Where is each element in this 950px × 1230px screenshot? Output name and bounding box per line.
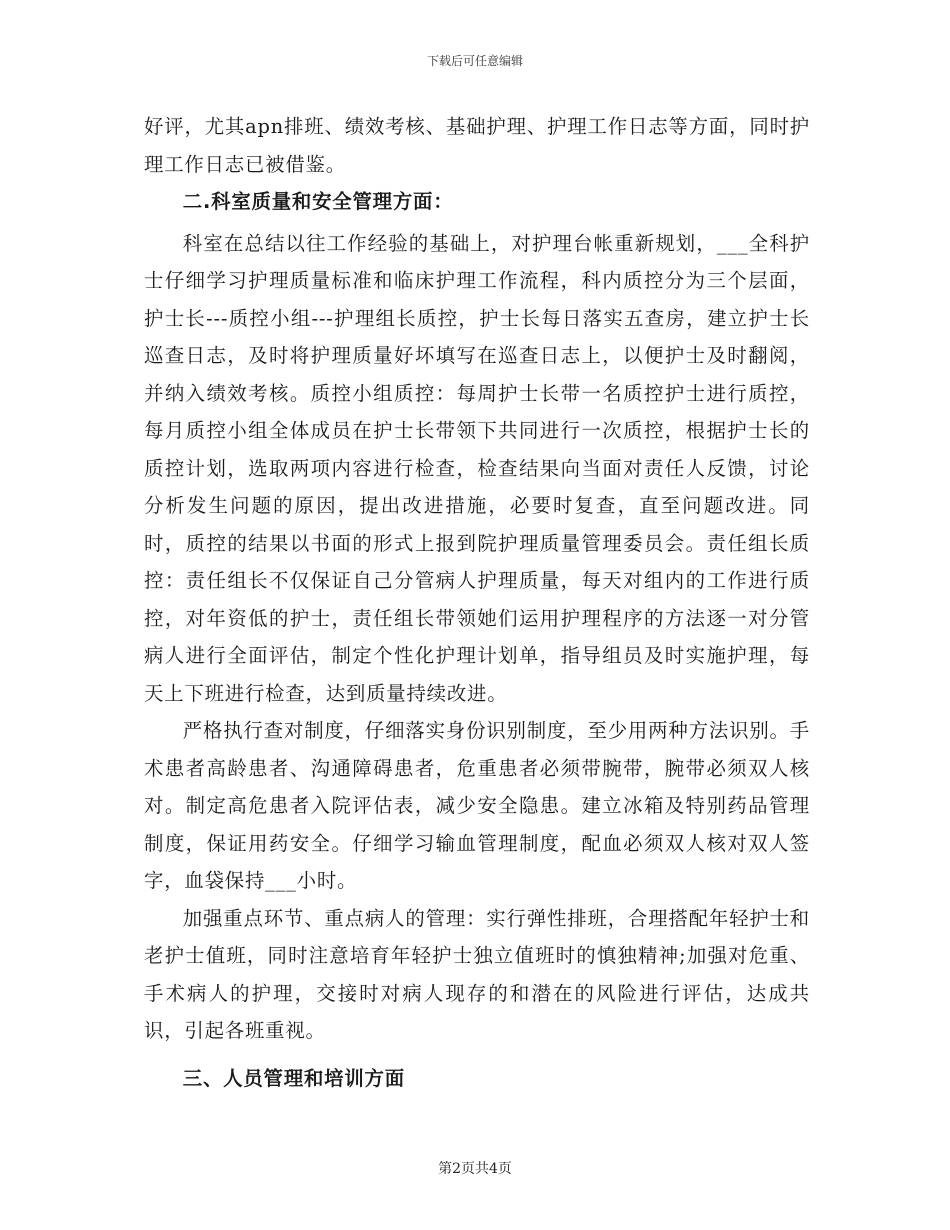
paragraph-quality-control: 科室在总结以往工作经验的基础上，对护理台帐重新规划，___全科护士仔细学习护理质量标准和临床护理工作流程，科内质控分为三个层面，护士长---质控小组---护理组长质控，护士长每日落实五查房，建立护士长巡查日志，及时将护理质量好坏填写在巡查日志上，以便护士及时翻阅，并纳入绩效考核。质控小组质控：每周护士长带一名质控护士进行质控，每月质控小组全体成员在护士长带领下共同进行一次质控，根据护士长的质控计划，选取两项内容进行检查，检查结果向当面对责任人反馈，讨论分析发生问题的原因，提出改进措施，必要时复查，直至问题改进。同时，质控的结果以书面的形式上报到院护理质量管理委员会。责任组长质控：责任组长不仅保证自己分管病人护理质量，每天对组内的工作进行质控，对年资低的护士，责任组长带领她们运用护理程序的方法逐一对分管病人进行全面评估，制定个性化护理计划单，指导组员及时实施护理，每天上下班进行检查，达到质量持续改进。 — [144, 231, 810, 705]
document-body — [144, 108, 810, 1101]
paragraph-continued: 好评，尤其apn排班、绩效考核、基础护理、护理工作日志等方面，同时护理工作日志已被借鉴。 — [144, 115, 810, 176]
paragraph-key-management: 加强重点环节、重点病人的管理：实行弹性排班，合理搭配年轻护士和老护士值班，同时注意培育年轻护士独立值班时的慎独精神;加强对危重、手术病人的护理，交接时对病人现存的和潜在的风险进行评估，达成共识，引起各班重视。 — [144, 906, 810, 1042]
page-number: 第2页共4页 — [438, 1161, 512, 1177]
section-heading-2: 二.科室质量和安全管理方面： — [182, 190, 454, 213]
section-heading-3: 三、人员管理和培训方面 — [182, 1066, 405, 1090]
paragraph-safety: 严格执行查对制度，仔细落实身份识别制度，至少用两种方法识别。手术患者高龄患者、沟通障碍患者，危重患者必须带腕带，腕带必须双人核对。制定高危患者入院评估表，减少安全隐患。建立冰箱及特别药品管理制度，保证用药安全。仔细学习输血管理制度，配血必须双人核对双人签字，血袋保持___小时。 — [144, 719, 810, 892]
page-header: 下载后可任意编辑 — [426, 54, 523, 68]
